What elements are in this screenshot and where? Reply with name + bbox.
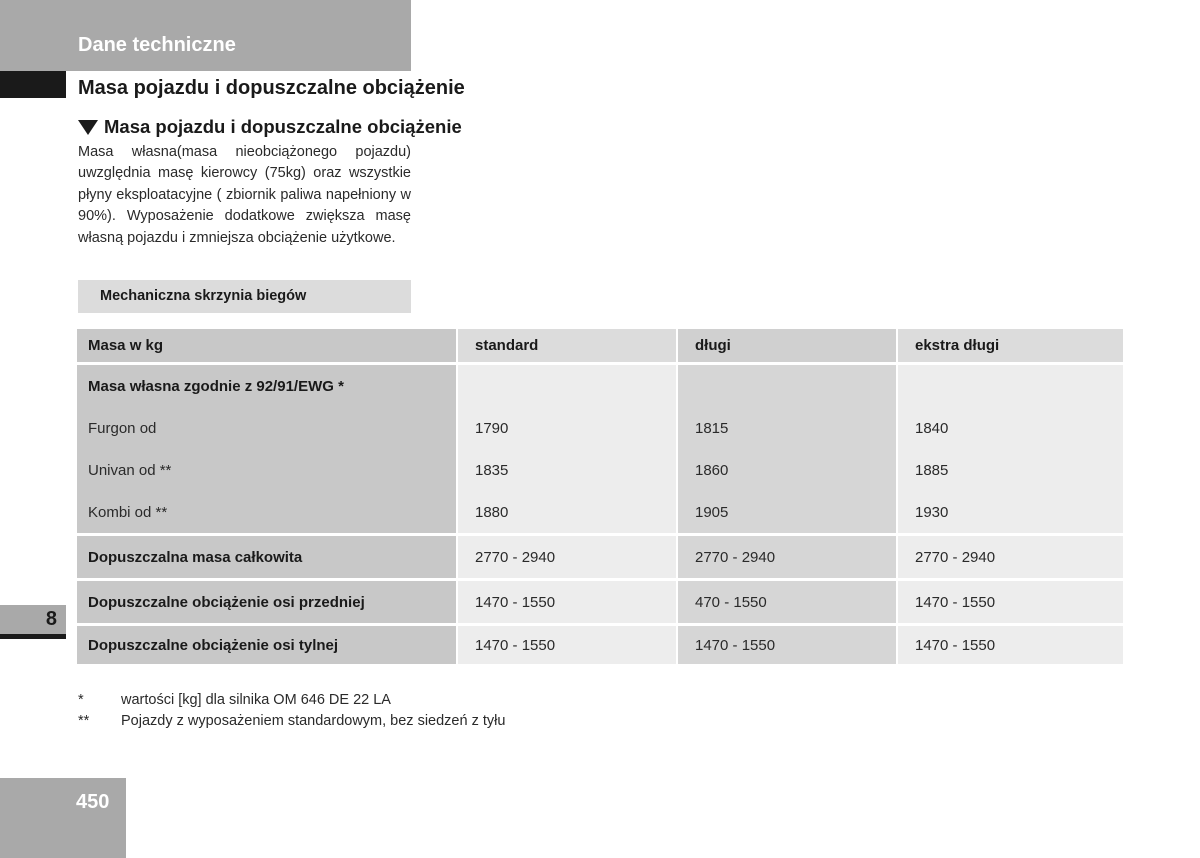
table-cell: 1860: [677, 449, 897, 491]
footnote-mark: *: [78, 692, 84, 708]
footnote-text: Pojazdy z wyposażeniem standardowym, bez siedzeń z tyłu: [121, 713, 506, 729]
table-cell: 1905: [677, 491, 897, 535]
table-cell: 1470 - 1550: [457, 625, 677, 665]
table-cell: 470 - 1550: [677, 580, 897, 625]
table-row: [77, 449, 1123, 491]
table-cell: 1930: [897, 491, 1123, 535]
row-label: Univan od **: [77, 449, 457, 491]
table-row: [77, 491, 1123, 535]
table-cell: 1470 - 1550: [897, 625, 1123, 665]
page-number-box: [0, 778, 126, 858]
table-row: [77, 580, 1123, 625]
table-cell: 1790: [457, 407, 677, 449]
row-label: Dopuszczalna masa całkowita: [77, 535, 457, 580]
footnote: [78, 711, 505, 732]
row-label: Dopuszczalne obciążenie osi tylnej: [77, 625, 457, 665]
title-marker-bar: [0, 71, 66, 98]
table-group-row: [77, 364, 1123, 408]
column-header: długi: [677, 329, 897, 364]
section-heading-text: Masa pojazdu i dopuszczalne obciążenie: [104, 116, 462, 137]
triangle-down-icon: [78, 120, 98, 135]
table-cell: 2770 - 2940: [677, 535, 897, 580]
table-cell: 1885: [897, 449, 1123, 491]
column-header: ekstra długi: [897, 329, 1123, 364]
intro-paragraph: Masa własna(masa nieobciążonego pojazdu) uwzględnia masę kierowcy (75kg) oraz wszystkie płyny eksploatacyjne ( zbiornik paliwa napełniony w 90%). Wyposażenie dodatkowe zwiększa masę własną pojazdu i zmniejsza obciążenie użytkowe.: [78, 144, 411, 246]
header-band: [0, 0, 411, 71]
page-title: Masa pojazdu i dopuszczalne obciążenie: [78, 77, 465, 99]
footnote: [78, 690, 505, 711]
table-cell: 1840: [897, 407, 1123, 449]
chapter-number: 8: [45, 608, 57, 630]
table-cell: 2770 - 2940: [457, 535, 677, 580]
table-cell: 1880: [457, 491, 677, 535]
section-heading: [78, 116, 462, 138]
footnote-text: wartości [kg] dla silnika OM 646 DE 22 LA: [121, 692, 391, 708]
table-cell: 1470 - 1550: [457, 580, 677, 625]
mass-table: [77, 329, 1123, 664]
row-label: Dopuszczalne obciążenie osi przedniej: [77, 580, 457, 625]
footnotes: [78, 690, 505, 732]
row-label: Furgon od: [77, 407, 457, 449]
chapter-tab-underline: [0, 634, 66, 639]
table-row: [77, 625, 1123, 665]
table-cell: 1470 - 1550: [677, 625, 897, 665]
table-row: [77, 535, 1123, 580]
table-cell: 1815: [677, 407, 897, 449]
table-cell: 1470 - 1550: [897, 580, 1123, 625]
column-header: standard: [457, 329, 677, 364]
table-row: [77, 407, 1123, 449]
column-header: Masa w kg: [77, 329, 457, 364]
row-label: Kombi od **: [77, 491, 457, 535]
table-header-row: [77, 329, 1123, 364]
gearbox-label: Mechaniczna skrzynia biegów: [78, 280, 411, 313]
row-label: Masa własna zgodnie z 92/91/EWG *: [77, 364, 457, 408]
chapter-tab: [0, 605, 66, 634]
table-cell: 1835: [457, 449, 677, 491]
page-number: 450: [76, 791, 110, 813]
footnote-mark: **: [78, 713, 90, 729]
table-cell: 2770 - 2940: [897, 535, 1123, 580]
chapter-title: Dane techniczne: [78, 34, 236, 56]
